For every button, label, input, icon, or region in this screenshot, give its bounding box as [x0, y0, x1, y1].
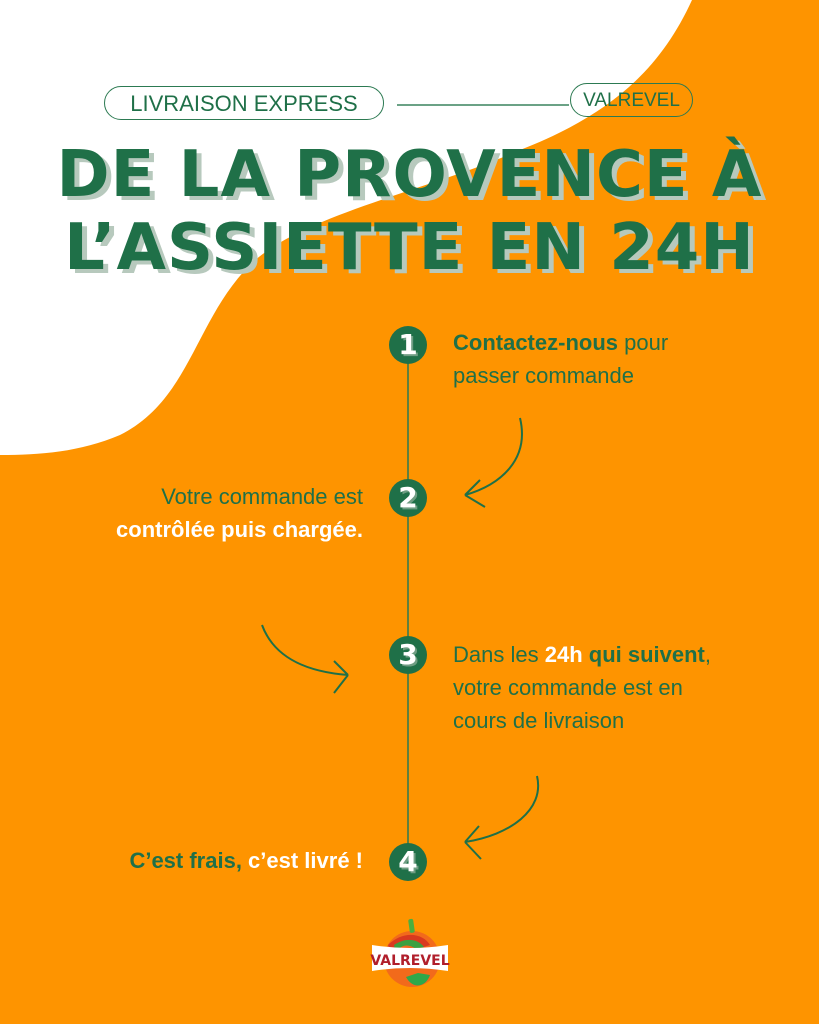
valrevel-logo: [368, 915, 452, 999]
step-2-badge: 2: [389, 479, 427, 517]
divider-line: [397, 104, 569, 106]
arrow-1-to-2: [465, 418, 522, 507]
step-1-bold: Contactez-nous: [453, 330, 618, 355]
step-3-bold1: 24h: [544, 642, 583, 667]
step-3-pre: Dans les: [453, 642, 545, 667]
step-2-bold: contrôlée puis chargée.: [116, 517, 363, 542]
step-1-text1: pour: [618, 330, 669, 355]
arrow-3-to-4: [465, 776, 538, 859]
step-1-text2: passer commande: [453, 363, 634, 388]
timeline-line: [407, 345, 409, 865]
step-4-bold2: c’est livré !: [248, 848, 363, 873]
page-title-line1: DE LA PROVENCE À: [56, 138, 763, 212]
step-3-text3: cours de livraison: [453, 708, 625, 733]
step-3-text2: votre commande est en: [453, 675, 683, 700]
svg-text:VALREVEL: VALREVEL: [370, 953, 450, 969]
step-1-text: [453, 326, 668, 392]
step-3-post: ,: [704, 642, 712, 667]
step-2-text: [116, 480, 363, 546]
step-4-badge: 4: [389, 843, 427, 881]
step-3-badge: 3: [389, 636, 427, 674]
tag-valrevel: VALREVEL: [570, 83, 693, 117]
step-2-text1: Votre commande est: [161, 484, 363, 509]
step-3-bold2: qui suivent: [582, 642, 705, 667]
step-1-badge: 1: [389, 326, 427, 364]
page-title-line2: L’ASSIETTE EN 24H: [64, 211, 755, 285]
step-4-bold1: C’est frais,: [129, 848, 249, 873]
step-3-text: [453, 638, 711, 737]
arrow-2-to-3: [262, 625, 348, 693]
step-4-text: [129, 844, 363, 877]
tag-livraison-express: LIVRAISON EXPRESS: [104, 86, 384, 120]
